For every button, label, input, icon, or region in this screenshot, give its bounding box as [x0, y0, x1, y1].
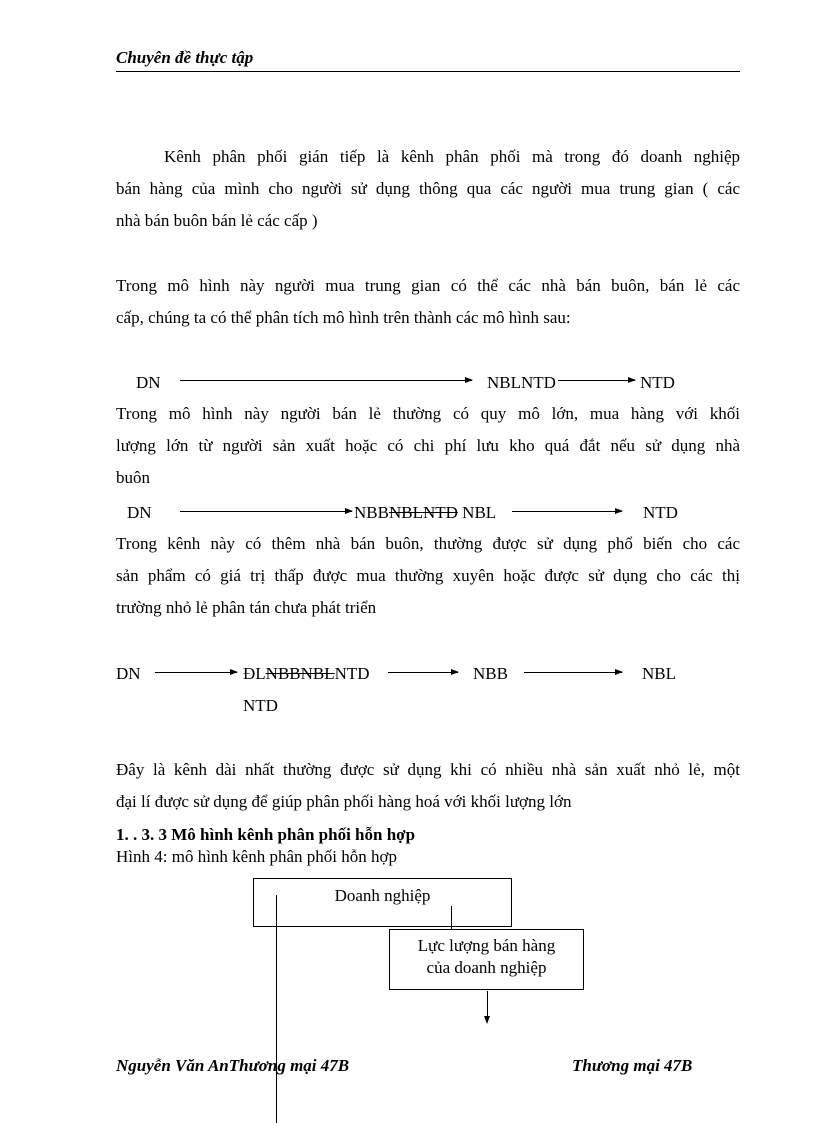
- flow3-dn: DN: [116, 664, 141, 683]
- flow2-end: NTD: [643, 503, 678, 522]
- paragraph-3: [116, 398, 740, 494]
- section-heading: 1. . 3. 3 Mô hình kênh phân phối hỗn hợp: [116, 825, 416, 844]
- paragraph-line: Trong kênh này có thêm nhà bán buôn, thường được sử dụng phổ biến cho các: [116, 534, 740, 553]
- box-sales-line-2: của doanh nghiệp: [426, 958, 547, 977]
- header-rule: [116, 71, 740, 72]
- flow2-dn: DN: [127, 503, 152, 522]
- paragraph-line: lượng lớn từ người sản xuất hoặc có chi phí lưu kho quá đắt nếu sử dụng nhà: [116, 436, 740, 455]
- box-luc-luong-ban-hang: [389, 929, 584, 990]
- paragraph-5: [116, 754, 740, 818]
- flow3-mid: [243, 664, 370, 684]
- paragraph-line: Đây là kênh dài nhất thường được sử dụng khi có nhiều nhà sản xuất nhỏ lẻ, một: [116, 760, 740, 779]
- paragraph-line: cấp, chúng ta có thể phân tích mô hình trên thành các mô hình sau:: [116, 308, 571, 327]
- paragraph-line: đại lí được sử dụng để giúp phân phối hàng hoá với khối lượng lớn: [116, 792, 572, 811]
- flow2-arrow-1: [180, 511, 352, 512]
- flow3-ntd-below: NTD: [243, 696, 278, 715]
- paragraph-4: [116, 528, 740, 624]
- flow2-mid-a: NBB: [354, 503, 389, 522]
- paragraph-line: sản phẩm có giá trị thấp được mua thường xuyên hoặc được sử dụng cho các thị: [116, 566, 740, 585]
- flow3-mid-strike: NBBNBL: [265, 664, 335, 683]
- box-doanh-nghiep-label: Doanh nghiệp: [334, 886, 431, 905]
- paragraph-line: Trong mô hình này người bán lẻ thường có quy mô lớn, mua hàng với khối: [116, 404, 740, 423]
- flow3-arrow-1: [155, 672, 237, 673]
- flow3-mid-b: NTD: [334, 664, 370, 683]
- paragraph-2: [116, 270, 740, 334]
- flow1-dn: DN: [136, 373, 161, 392]
- flow1-arrow-1: [180, 380, 472, 381]
- flow3-nbl: NBL: [642, 664, 676, 683]
- flow1-mid: NBLNTD: [487, 373, 556, 392]
- footer-left: Nguyễn Văn AnThương mại 47B: [116, 1056, 350, 1075]
- paragraph-line: bán hàng của mình cho người sử dụng thông qua các người mua trung gian ( các: [116, 179, 740, 198]
- paragraph-line: Kênh phân phối gián tiếp là kênh phân phối mà trong đó doanh nghiệp: [164, 147, 740, 166]
- flow2-mid-b: NBL: [462, 503, 497, 522]
- connector-to-sales-force: [451, 906, 452, 930]
- paragraph-line: Trong mô hình này người mua trung gian có thể các nhà bán buôn, bán lẻ các: [116, 276, 740, 295]
- paragraph-line: buôn: [116, 468, 150, 487]
- paragraph-line: trường nhỏ lẻ phân tán chưa phát triển: [116, 598, 377, 617]
- box-sales-line-1: Lực lượng bán hàng: [417, 936, 556, 955]
- box-doanh-nghiep: [253, 878, 512, 927]
- figure-caption: Hình 4: mô hình kênh phân phối hỗn hợp: [116, 847, 397, 866]
- flow2-arrow-2: [512, 511, 622, 512]
- footer-right: Thương mại 47B: [572, 1056, 693, 1075]
- header-title: Chuyên đề thực tập: [116, 48, 254, 67]
- flow1-arrow-2: [558, 380, 635, 381]
- arrow-down-from-sales: [487, 991, 488, 1022]
- flow2-mid: [354, 503, 496, 523]
- paragraph-line: nhà bán buôn bán lẻ các cấp ): [116, 211, 318, 230]
- connector-long-vertical: [276, 895, 277, 1123]
- flow3-nbb: NBB: [473, 664, 508, 683]
- flow2-mid-strike: NBLNTD: [388, 503, 458, 522]
- flow3-arrow-2: [388, 672, 458, 673]
- flow3-arrow-3: [524, 672, 622, 673]
- flow3-mid-a: ĐL: [243, 664, 266, 683]
- flow1-end: NTD: [640, 373, 675, 392]
- paragraph-1: [116, 141, 740, 237]
